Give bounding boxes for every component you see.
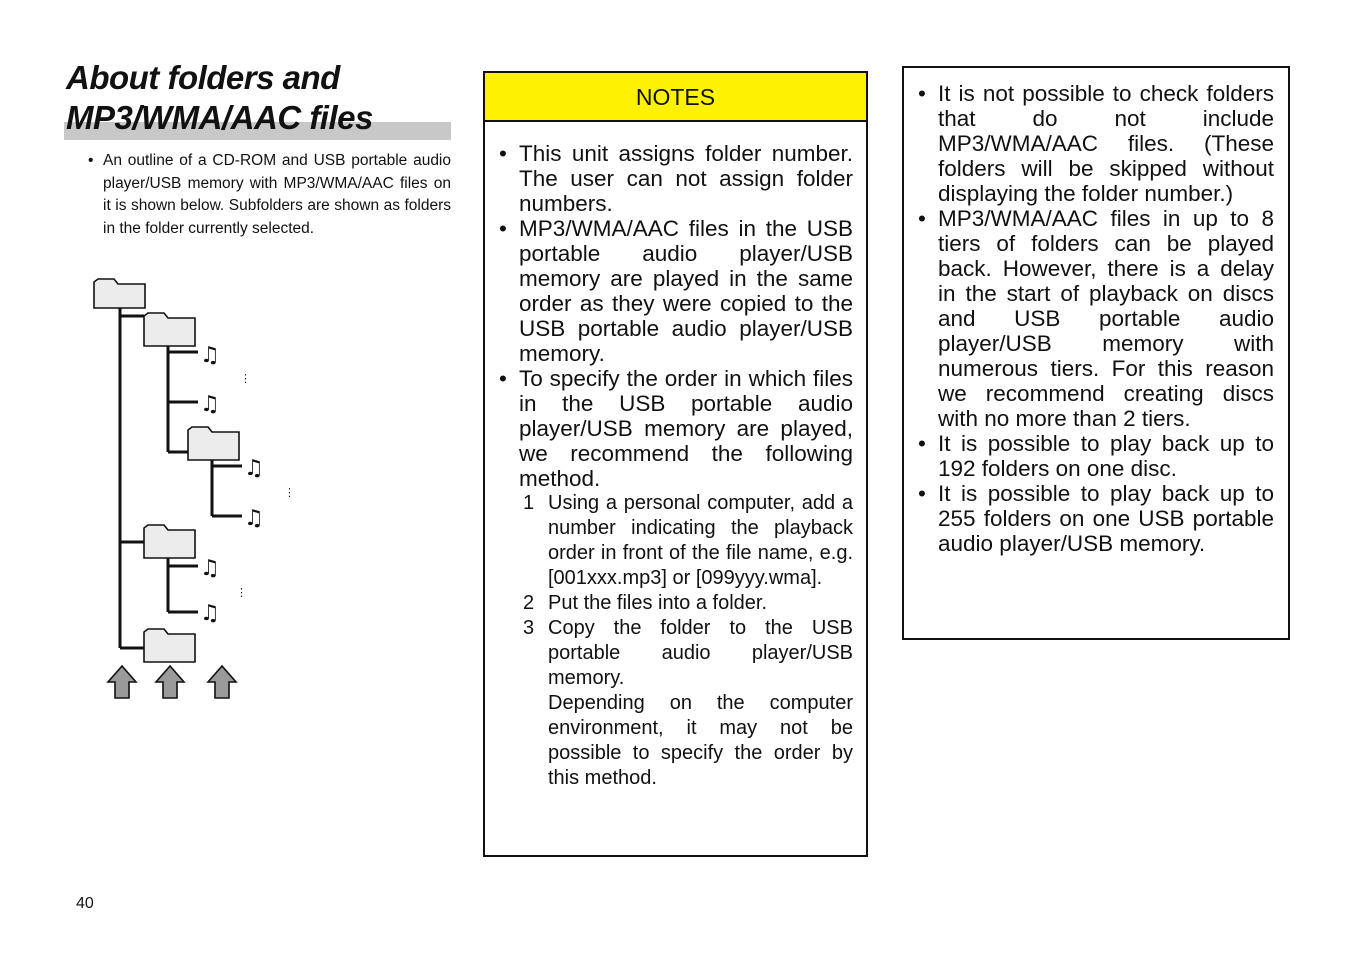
step-text: Copy the folder to the USB portable audio player/USB memory. [548,617,853,689]
intro-text: An outline of a CD-ROM and USB portable audio player/USB memory with MP3/WMA/AAC files on it is shown below. Subfolders are shown as folders in the folder currently selected. [103,152,451,237]
bullet-glyph: • [88,152,94,169]
notes-list [485,141,853,791]
music-note-icon: ♫ [200,556,220,581]
notes-box [483,71,868,857]
bullet-glyph: • [499,141,507,166]
note-item-text: It is possible to play back up to 192 folders on one disc. [938,431,1274,481]
list-item [485,216,853,366]
folder-icon [144,525,195,558]
note-item-text: MP3/WMA/AAC files in up to 8 tiers of folders can be played back. However, there is a delay in the start of playback on discs and USB portable audio player/USB memory with numerous tiers. For this reason we recommend creating discs with no more than 2 tiers. [938,206,1274,431]
bullet-glyph: • [918,206,926,231]
method-steps [519,491,853,791]
list-item [904,81,1274,206]
notes-item-text: MP3/WMA/AAC files in the USB portable audio player/USB memory are played in the same order as they were copied to the USB portable audio player/USB memory. [519,216,853,366]
music-note-icon: ♫ [244,506,264,531]
notes-item-text: This unit assigns folder number. The user can not assign folder numbers. [519,141,853,216]
additional-notes-list [904,81,1274,556]
bullet-glyph: • [499,216,507,241]
step-number: 2 [523,592,535,614]
up-arrow-icon [208,666,236,698]
ellipsis-mark: ⋮ [240,372,251,385]
notes-item-text: To specify the order in which files in the USB portable audio player/USB memory are played, we recommend the following method. [519,366,853,491]
folder-icon [144,313,195,346]
bullet-glyph: • [918,81,926,106]
step-item [519,616,853,791]
music-note-icon: ♫ [200,601,220,626]
bullet-glyph: • [918,431,926,456]
music-note-icon: ♫ [244,456,264,481]
step-item [519,591,853,616]
notes-list-wrap [485,141,853,791]
up-arrow-icon [108,666,136,698]
additional-notes-box [902,66,1290,640]
music-note-icon: ♫ [200,343,220,368]
page-number: 40 [76,895,94,912]
notes-heading: NOTES [485,73,866,122]
ellipsis-mark: ⋮ [236,586,247,599]
list-item [904,206,1274,431]
step-text: Using a personal computer, add a number indicating the playback order in front of the file name, e.g. [001xxx.mp3] or [099yyy.wma]. [548,492,853,589]
list-item [485,366,853,791]
folder-icon [188,427,239,460]
step-note: Depending on the computer environment, it may not be possible to specify the order by this method. [548,692,853,789]
page-title [66,58,452,138]
step-item [519,491,853,591]
note-item-text: It is possible to play back up to 255 folders on one USB portable audio player/USB memory. [938,481,1274,556]
up-arrow-icon [156,666,184,698]
folder-icon [94,279,145,308]
list-item [904,431,1274,481]
step-number: 3 [523,617,535,639]
list-item [904,481,1274,556]
step-text: Put the files into a folder. [548,592,768,614]
music-note-icon: ♫ [200,392,220,417]
intro-paragraph [88,150,451,240]
additional-notes-wrap [904,81,1274,556]
folder-icon [144,629,195,662]
note-item-text: It is not possible to check folders that do not include MP3/WMA/AAC files. (These folders will be skipped without displaying the folder number.) [938,81,1274,206]
step-number: 1 [523,492,535,514]
page-title-line2: MP3/WMA/AAC files [66,99,373,136]
ellipsis-mark: ⋮ [284,486,295,499]
folder-tree-diagram [88,270,388,710]
bullet-glyph: • [918,481,926,506]
page-title-line1: About folders and [66,59,340,96]
bullet-glyph: • [499,366,507,391]
list-item [485,141,853,216]
tree-lines [120,308,242,648]
